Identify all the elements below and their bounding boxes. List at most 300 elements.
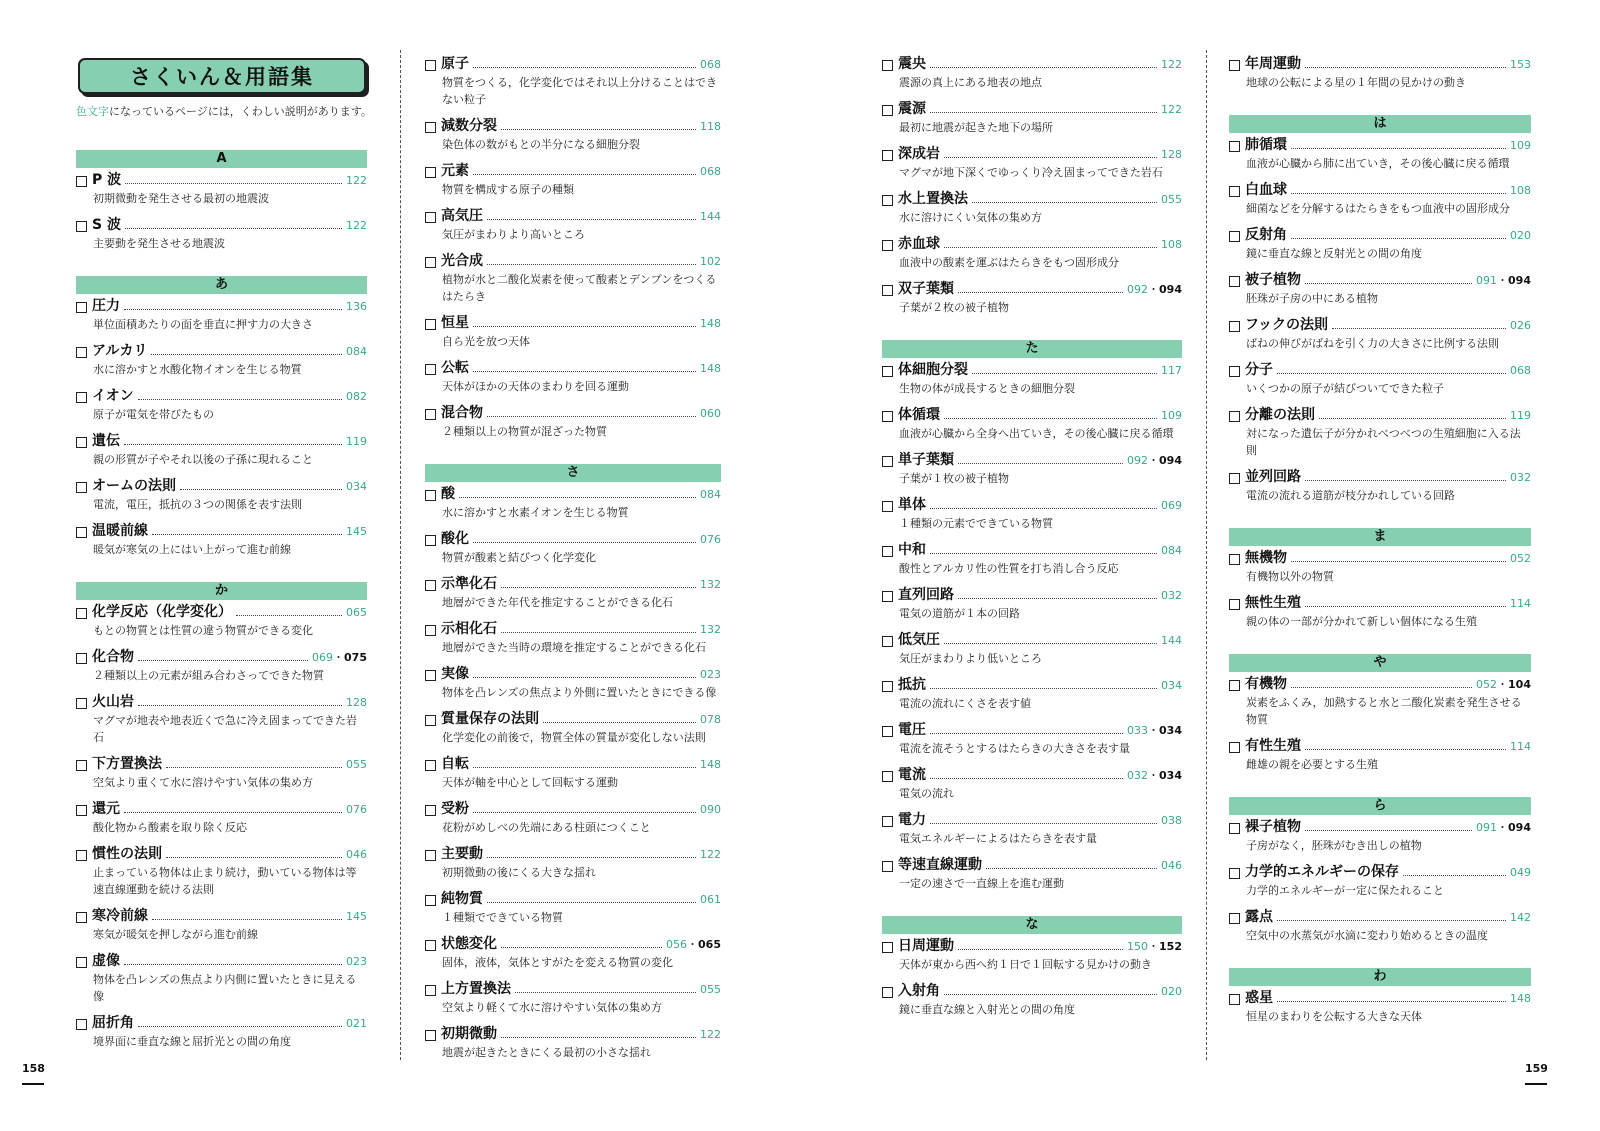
intro-accent: 色文字 — [76, 105, 109, 118]
dot-leader — [515, 992, 696, 993]
checkbox[interactable] — [425, 60, 436, 71]
term-label: 抵抗 — [898, 677, 926, 693]
index-section — [1229, 56, 1531, 91]
page-refs — [1161, 362, 1182, 379]
checkbox[interactable] — [425, 940, 436, 951]
term-label: 遺伝 — [92, 433, 120, 449]
term-label: 主要動 — [441, 846, 483, 862]
checkbox[interactable] — [1229, 276, 1240, 287]
checkbox[interactable] — [76, 608, 87, 619]
index-entry — [1229, 362, 1531, 397]
term-description: ばねの伸びがばねを引く力の大きさに比例する法則 — [1246, 337, 1499, 350]
term-label: 酸化 — [441, 531, 469, 547]
term-description: 気圧がまわりより低いところ — [899, 652, 1042, 665]
index-entry — [425, 486, 721, 521]
dot-leader — [180, 489, 342, 490]
checkbox[interactable] — [1229, 411, 1240, 422]
index-entry — [425, 936, 721, 971]
page-number-left-text: 158 — [22, 1062, 45, 1075]
page-ref: 091 — [1476, 274, 1498, 287]
term-description: 酸性とアルカリ性の性質を打ち消し合う反応 — [899, 562, 1119, 575]
dot-leader — [151, 354, 342, 355]
dot-leader — [930, 778, 1123, 779]
page-ref: 075 — [344, 651, 367, 664]
term-line — [425, 711, 721, 728]
term-line — [76, 756, 367, 773]
dot-leader — [1291, 193, 1506, 194]
checkbox[interactable] — [76, 805, 87, 816]
checkbox[interactable] — [425, 490, 436, 501]
checkbox[interactable] — [76, 347, 87, 358]
index-entry — [425, 1026, 721, 1061]
term-label: 並列回路 — [1245, 469, 1301, 485]
term-description: 雌雄の親を必要とする生殖 — [1246, 758, 1378, 771]
checkbox[interactable] — [882, 60, 893, 71]
checkbox[interactable] — [882, 636, 893, 647]
page-ref: 090 — [700, 803, 721, 816]
checkbox[interactable] — [76, 850, 87, 861]
index-entry — [76, 217, 367, 252]
term-line — [1229, 550, 1531, 567]
dot-leader — [473, 542, 696, 543]
term-description: 植物が水と二酸化炭素を使って酸素とデンプンをつくるはたらき — [442, 273, 717, 303]
checkbox[interactable] — [425, 1030, 436, 1041]
term-line — [1229, 407, 1531, 424]
term-line — [882, 497, 1182, 514]
index-entry — [882, 281, 1182, 316]
term-description: 止まっている物体は止まり続け，動いている物体は等速直線運動を続ける法則 — [93, 866, 357, 896]
term-description: 暖気が寒気の上にはい上がって進む前線 — [93, 543, 291, 556]
page-ref: 020 — [1510, 229, 1531, 242]
index-entry — [1229, 182, 1531, 217]
dot-leader — [930, 823, 1157, 824]
term-label: 無機物 — [1245, 550, 1287, 566]
term-line — [882, 236, 1182, 253]
term-label: 温暖前線 — [92, 523, 148, 539]
checkbox[interactable] — [882, 150, 893, 161]
page-number-bar — [1525, 1083, 1547, 1085]
term-description: 電流，電圧，抵抗の３つの関係を表す法則 — [93, 498, 302, 511]
term-line — [425, 1026, 721, 1043]
index-entry — [425, 576, 721, 611]
index-entry — [882, 722, 1182, 757]
term-line — [76, 694, 367, 711]
page-refs: 069・075 — [312, 651, 367, 664]
term-description: 境界面に垂直な線と屈折光との間の角度 — [93, 1035, 291, 1048]
index-entry — [1229, 56, 1531, 91]
dot-leader — [473, 371, 696, 372]
section-header: A — [76, 150, 367, 168]
checkbox[interactable] — [425, 167, 436, 178]
page-refs — [1510, 738, 1531, 755]
term-line — [76, 908, 367, 925]
term-line — [76, 1015, 367, 1032]
page-ref: 069 — [1161, 499, 1182, 512]
index-entry — [425, 891, 721, 926]
page-refs — [700, 981, 721, 998]
dot-leader — [1291, 238, 1506, 239]
term-label: 直列回路 — [898, 587, 954, 603]
page-refs — [1510, 137, 1531, 154]
term-description: 対になった遺伝子が分かれべつべつの生殖細胞に入る法則 — [1246, 427, 1521, 457]
term-line — [425, 801, 721, 818]
page-number-right — [1525, 1062, 1548, 1085]
term-label: 電流 — [898, 767, 926, 783]
page-ref: 108 — [1510, 184, 1531, 197]
page-number-right-text: 159 — [1525, 1062, 1548, 1075]
page-ref: 076 — [346, 803, 367, 816]
dot-leader — [1291, 561, 1506, 562]
term-line — [425, 936, 721, 953]
term-label: 元素 — [441, 163, 469, 179]
checkbox[interactable] — [76, 1019, 87, 1030]
term-line — [882, 542, 1182, 559]
page-ref: 094 — [1159, 454, 1182, 467]
index-section — [1229, 115, 1531, 504]
term-label: 圧力 — [92, 298, 120, 314]
page-ref: 092 — [1127, 283, 1149, 296]
page-ref: 084 — [1161, 544, 1182, 557]
term-label: 中和 — [898, 542, 926, 558]
term-line — [1229, 909, 1531, 926]
checkbox[interactable] — [882, 411, 893, 422]
dot-leader — [124, 444, 342, 445]
term-label: アルカリ — [92, 343, 148, 359]
checkbox[interactable] — [1229, 473, 1240, 484]
dot-leader — [487, 857, 696, 858]
term-description: ２種類以上の物質が混ざった物質 — [442, 425, 607, 438]
page-ref: 061 — [700, 893, 721, 906]
page-ref: 094 — [1159, 283, 1182, 296]
page-ref: 069 — [312, 651, 334, 664]
term-line — [425, 576, 721, 593]
checkbox[interactable] — [1229, 868, 1240, 879]
index-entry — [1229, 676, 1531, 728]
page-ref: 052 — [1476, 678, 1498, 691]
term-description: 天体がほかの天体のまわりを回る運動 — [442, 380, 629, 393]
term-line — [1229, 272, 1531, 289]
checkbox[interactable] — [76, 302, 87, 313]
term-line — [76, 388, 367, 405]
dot-leader — [473, 812, 696, 813]
checkbox[interactable] — [882, 285, 893, 296]
checkbox[interactable] — [1229, 913, 1240, 924]
index-entry — [882, 56, 1182, 91]
checkbox[interactable] — [425, 895, 436, 906]
term-label: 震源 — [898, 101, 926, 117]
page-ref: 023 — [346, 955, 367, 968]
page-refs — [700, 756, 721, 773]
checkbox[interactable] — [1229, 742, 1240, 753]
term-label: 屈折角 — [92, 1015, 134, 1031]
checkbox[interactable] — [76, 912, 87, 923]
term-label: 虚像 — [92, 953, 120, 969]
term-description: １種類の元素でできている物質 — [899, 517, 1053, 530]
page-refs — [700, 56, 721, 73]
dot-leader — [473, 326, 696, 327]
dot-leader — [501, 632, 696, 633]
term-line — [76, 343, 367, 360]
checkbox[interactable] — [425, 535, 436, 546]
page-ref: 068 — [700, 165, 721, 178]
index-entry — [76, 953, 367, 1005]
checkbox[interactable] — [882, 942, 893, 953]
page-refs — [346, 217, 367, 234]
index-entry — [882, 938, 1182, 973]
term-description: マグマが地表や地表近くで急に冷え固まってできた岩石 — [93, 714, 357, 744]
term-label: オームの法則 — [92, 478, 176, 494]
index-entry — [1229, 469, 1531, 504]
page-refs — [1161, 983, 1182, 1000]
term-label: 肺循環 — [1245, 137, 1287, 153]
checkbox[interactable] — [425, 364, 436, 375]
checkbox[interactable] — [1229, 366, 1240, 377]
index-entry — [1229, 819, 1531, 854]
term-line — [882, 452, 1182, 469]
checkbox[interactable] — [882, 240, 893, 251]
index-entry — [882, 191, 1182, 226]
checkbox[interactable] — [1229, 599, 1240, 610]
checkbox[interactable] — [425, 409, 436, 420]
page-ref: 034 — [1159, 724, 1182, 737]
term-line — [76, 217, 367, 234]
page-number-bar — [22, 1083, 44, 1085]
page-refs — [346, 846, 367, 863]
checkbox[interactable] — [425, 212, 436, 223]
checkbox[interactable] — [425, 257, 436, 268]
checkbox[interactable] — [425, 760, 436, 771]
checkbox[interactable] — [76, 698, 87, 709]
term-label: 白血球 — [1245, 182, 1287, 198]
term-description: 子葉が１枚の被子植物 — [899, 472, 1009, 485]
checkbox[interactable] — [882, 861, 893, 872]
page-ref: 084 — [346, 345, 367, 358]
index-entry — [76, 649, 367, 684]
checkbox[interactable] — [76, 437, 87, 448]
term-line — [76, 523, 367, 540]
term-line — [1229, 676, 1531, 693]
term-description: 寒気が暖気を押しながら進む前線 — [93, 928, 258, 941]
page-ref: 142 — [1510, 911, 1531, 924]
page-refs — [700, 163, 721, 180]
checkbox[interactable] — [882, 591, 893, 602]
page-refs — [346, 604, 367, 621]
checkbox[interactable] — [1229, 554, 1240, 565]
checkbox[interactable] — [1229, 823, 1240, 834]
checkbox[interactable] — [76, 221, 87, 232]
column-divider-left — [400, 50, 401, 1060]
page-ref: 152 — [1159, 940, 1182, 953]
term-label: 等速直線運動 — [898, 857, 982, 873]
page-refs — [1161, 101, 1182, 118]
index-entry — [882, 542, 1182, 577]
term-description: 自ら光を放つ天体 — [442, 335, 530, 348]
page-ref: 119 — [346, 435, 367, 448]
term-label: 反射角 — [1245, 227, 1287, 243]
checkbox[interactable] — [425, 580, 436, 591]
index-column-4 — [1229, 56, 1531, 1049]
checkbox[interactable] — [882, 771, 893, 782]
page-refs — [1161, 632, 1182, 649]
checkbox[interactable] — [425, 850, 436, 861]
term-line — [76, 433, 367, 450]
checkbox[interactable] — [76, 527, 87, 538]
page-ref: 023 — [700, 668, 721, 681]
term-description: 親の体の一部が分かれて新しい個体になる生殖 — [1246, 615, 1477, 628]
checkbox[interactable] — [1229, 680, 1240, 691]
index-entry — [76, 604, 367, 639]
page-ref: 122 — [700, 848, 721, 861]
checkbox[interactable] — [425, 625, 436, 636]
checkbox[interactable] — [425, 122, 436, 133]
page-ref: 122 — [700, 1028, 721, 1041]
page-ref: 118 — [700, 120, 721, 133]
term-label: 初期微動 — [441, 1026, 497, 1042]
dot-leader — [1277, 373, 1506, 374]
page-refs — [700, 801, 721, 818]
term-description: 物体を凸レンズの焦点より外側に置いたときにできる像 — [442, 686, 717, 699]
checkbox[interactable] — [1229, 994, 1240, 1005]
term-label: 光合成 — [441, 253, 483, 269]
page-ref: 056 — [666, 938, 688, 951]
page-refs — [700, 118, 721, 135]
page-refs — [346, 801, 367, 818]
term-description: いくつかの原子が結びついてできた粒子 — [1246, 382, 1444, 395]
checkbox[interactable] — [425, 319, 436, 330]
term-description: 電流の流れる道筋が枝分かれしている回路 — [1246, 489, 1455, 502]
term-description: 震源の真上にある地表の地点 — [899, 76, 1042, 89]
page-ref: 150 — [1127, 940, 1149, 953]
column-divider-right — [1206, 50, 1207, 1060]
checkbox[interactable] — [1229, 186, 1240, 197]
term-line — [76, 298, 367, 315]
term-line — [882, 281, 1182, 298]
index-entry — [882, 452, 1182, 487]
term-label: 低気圧 — [898, 632, 940, 648]
dot-leader — [501, 947, 662, 948]
checkbox[interactable] — [1229, 141, 1240, 152]
term-label: 無性生殖 — [1245, 595, 1301, 611]
dot-leader — [487, 219, 696, 220]
term-label: 原子 — [441, 56, 469, 72]
page-ref: 128 — [1161, 148, 1182, 161]
term-label: 実像 — [441, 666, 469, 682]
term-description: 血液が心臓から全身へ出ていき，その後心臓に戻る循環 — [899, 427, 1174, 440]
dot-leader — [138, 660, 308, 661]
term-line — [425, 56, 721, 73]
checkbox[interactable] — [882, 105, 893, 116]
index-section — [882, 340, 1182, 892]
index-entry — [882, 857, 1182, 892]
checkbox[interactable] — [425, 985, 436, 996]
checkbox[interactable] — [76, 957, 87, 968]
checkbox[interactable] — [1229, 321, 1240, 332]
index-entry — [76, 756, 367, 791]
checkbox[interactable] — [1229, 60, 1240, 71]
term-label: 純物質 — [441, 891, 483, 907]
term-label: 分子 — [1245, 362, 1273, 378]
checkbox[interactable] — [425, 670, 436, 681]
term-line — [1229, 137, 1531, 154]
dot-leader — [473, 174, 696, 175]
page-refs — [346, 953, 367, 970]
checkbox[interactable] — [882, 987, 893, 998]
index-entry — [882, 677, 1182, 712]
term-label: フックの法則 — [1245, 317, 1329, 333]
checkbox[interactable] — [882, 816, 893, 827]
page-ref: 145 — [346, 910, 367, 923]
term-line — [882, 587, 1182, 604]
checkbox[interactable] — [425, 805, 436, 816]
checkbox[interactable] — [882, 726, 893, 737]
term-description: 物質をつくる，化学変化ではそれ以上分けることはできない粒子 — [442, 76, 717, 106]
section-header: は — [1229, 115, 1531, 133]
checkbox[interactable] — [1229, 231, 1240, 242]
page-refs — [1161, 407, 1182, 424]
checkbox[interactable] — [882, 546, 893, 557]
dot-leader — [487, 902, 696, 903]
index-entry — [1229, 738, 1531, 773]
index-entry — [425, 711, 721, 746]
term-label: 体循環 — [898, 407, 940, 423]
index-section — [425, 464, 721, 1061]
term-description: 電気の流れ — [899, 787, 954, 800]
checkbox[interactable] — [76, 392, 87, 403]
term-label: 高気圧 — [441, 208, 483, 224]
dot-leader — [501, 129, 696, 130]
checkbox[interactable] — [76, 482, 87, 493]
checkbox[interactable] — [76, 176, 87, 187]
page-refs: 033・034 — [1127, 724, 1182, 737]
page-refs — [700, 405, 721, 422]
term-label: 混合物 — [441, 405, 483, 421]
term-description: 子房がなく，胚珠がむき出しの植物 — [1246, 839, 1422, 852]
dot-leader — [930, 508, 1157, 509]
term-label: 寒冷前線 — [92, 908, 148, 924]
term-line — [1229, 738, 1531, 755]
term-label: 単体 — [898, 497, 926, 513]
dot-leader — [487, 416, 696, 417]
index-entry — [1229, 909, 1531, 944]
page-ref: 055 — [346, 758, 367, 771]
checkbox[interactable] — [882, 456, 893, 467]
index-entry — [76, 846, 367, 898]
page-refs — [700, 711, 721, 728]
page-refs — [1161, 497, 1182, 514]
index-entry — [1229, 864, 1531, 899]
checkbox[interactable] — [882, 681, 893, 692]
checkbox[interactable] — [76, 653, 87, 664]
index-entry — [425, 253, 721, 305]
checkbox[interactable] — [882, 366, 893, 377]
page-refs — [346, 298, 367, 315]
page-ref: 034 — [346, 480, 367, 493]
checkbox[interactable] — [882, 501, 893, 512]
intro-note — [76, 103, 372, 119]
page-ref: 144 — [1161, 634, 1182, 647]
checkbox[interactable] — [76, 760, 87, 771]
page-refs — [1161, 677, 1182, 694]
page-refs — [1510, 227, 1531, 244]
page-refs — [700, 1026, 721, 1043]
checkbox[interactable] — [882, 195, 893, 206]
index-entry — [425, 208, 721, 243]
term-description: 地震が起きたときにくる最初の小さな揺れ — [442, 1046, 651, 1059]
index-entry — [1229, 137, 1531, 172]
checkbox[interactable] — [425, 715, 436, 726]
dot-leader — [930, 553, 1157, 554]
term-label: 火山岩 — [92, 694, 134, 710]
